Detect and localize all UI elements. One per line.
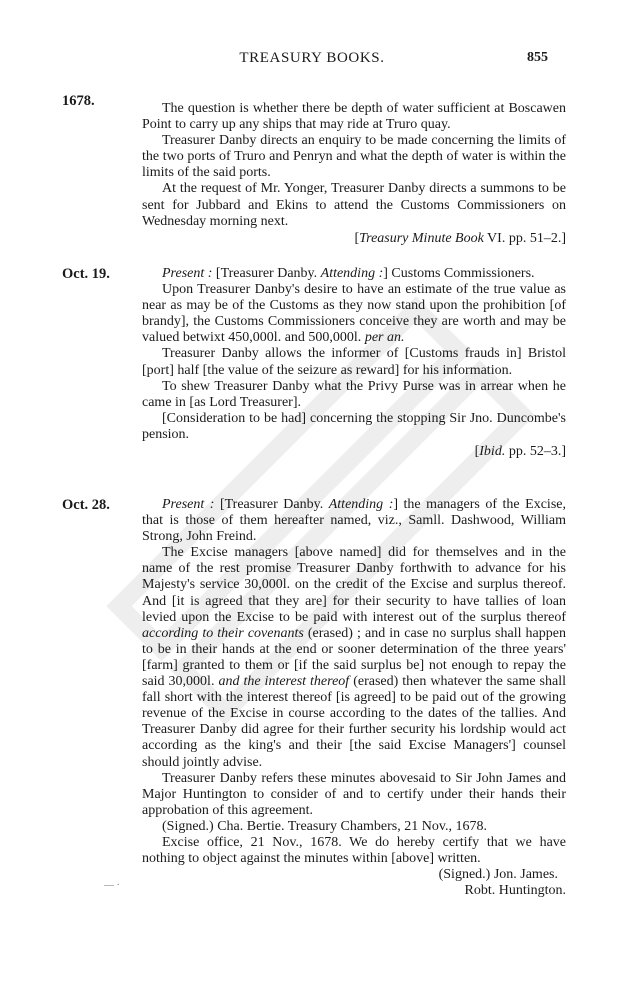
running-title: TREASURY BOOKS. [239,50,385,66]
signature-line: Robt. Huntington. [464,883,566,899]
present-line: Present : [Treasurer Danby. Attending :] the managers of the Excise, that is those of them hereafter named, viz., Samll. Dashwood, William Strong, John Freind. [142,497,566,545]
paragraph: The question is whether there be depth of water sufficient at Boscawen Point to carry up any ships that may ride at Truro quay. [142,101,566,133]
signature-line: (Signed.) Cha. Bertie. Treasury Chambers, 21 Nov., 1678. [162,818,487,834]
print-mark: — · [104,880,120,891]
source-citation: [Ibid. pp. 52–3.] [474,444,566,460]
entry-body [142,101,566,247]
paragraph: Upon Treasurer Danby's desire to have an estimate of the true value as near as may be of the Customs as they now stand upon the prohibition [of brandy], the Customs Commissioners conceive they are worth and may be valued betwixt 450,000l. and 500,000l. per an. [142,282,566,346]
entry-body [142,497,566,899]
present-line: Present : [Treasurer Danby. Attending :] Customs Commissioners. [162,266,535,281]
paragraph: To shew Treasurer Danby what the Privy Purse was in arrear when he came in [as Lord Treasurer]. [142,378,566,410]
paragraph: Excise office, 21 Nov., 1678. We do hereby certify that we have nothing to object against the minutes within [above] written. [142,834,566,867]
paragraph: Treasurer Danby refers these minutes abovesaid to Sir John James and Major Huntington to consider of and to certify under their hands their approbation of this agreement. [142,770,566,818]
signature-line: (Signed.) Jon. James. [438,867,558,883]
entry-body [142,266,566,460]
year-label: 1678. [62,93,95,109]
source-citation: [Treasury Minute Book VI. pp. 51–2.] [354,230,566,246]
entry-date: Oct. 28. [62,497,110,513]
running-head [0,48,624,70]
paragraph: At the request of Mr. Yonger, Treasurer Danby directs a summons to be sent for Jubbard and Ekins to attend the Customs Commissioners on Wednesday morning next. [142,181,566,229]
paragraph: Treasurer Danby allows the informer of [Customs frauds in] Bristol [port] half [the value of the seizure as reward] for his information. [142,346,566,378]
entry-date: Oct. 19. [62,266,110,282]
paragraph: The Excise managers [above named] did for themselves and in the name of the rest promise Treasurer Danby forthwith to advance for his Majesty's service 30,000l. on the credit of the Excise and surplus thereof. And [it is agreed that they are] for their security to have tallies of loan levied upon the Excise to be paid with interest out of the surplus thereof according to their covenants (erased) ; and in case no surplus shall happen to be in their hands at the end or sooner determination of the three years' [farm] granted to them or [if the said surplus be] not enough to repay the said 30,000l. and the interest thereof (erased) then whatever the same shall fall short with the interest thereof [is agreed] to be paid out of the growing revenue of the Excise in course according to the dates of the tallies. And Treasurer Danby did agree for their further security his lordship would act according as the king's and their [the said Excise Managers'] counsel should jointly advise. [142,545,566,770]
paragraph: Treasurer Danby directs an enquiry to be made concerning the limits of the two ports of Truro and Penryn and what the depth of water is within the limits of the said ports. [142,133,566,181]
page-number: 855 [527,50,548,65]
paragraph: [Consideration to be had] concerning the stopping Sir Jno. Duncombe's pension. [142,410,566,442]
